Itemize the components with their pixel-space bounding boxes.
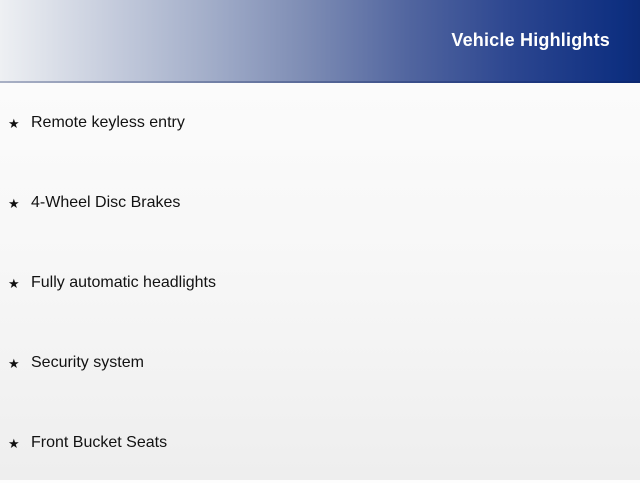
- list-item-label: Remote keyless entry: [31, 114, 185, 131]
- star-icon: ★: [8, 116, 20, 131]
- page-title: Vehicle Highlights: [451, 30, 610, 50]
- list-item-label: 4-Wheel Disc Brakes: [31, 194, 181, 211]
- content-area: [0, 83, 640, 483]
- star-icon: ★: [8, 196, 20, 211]
- list-item-label: Security system: [31, 354, 144, 371]
- star-icon: ★: [8, 276, 20, 291]
- highlights-list: [0, 83, 640, 483]
- list-item: [0, 163, 640, 243]
- list-item-label: Fully automatic headlights: [31, 274, 216, 291]
- star-icon: ★: [8, 356, 20, 371]
- list-item: [0, 243, 640, 323]
- star-icon: ★: [8, 436, 20, 451]
- header-banner: [0, 0, 640, 83]
- list-item: [0, 403, 640, 483]
- list-item: [0, 83, 640, 163]
- list-item-label: Front Bucket Seats: [31, 434, 168, 451]
- list-item: [0, 323, 640, 403]
